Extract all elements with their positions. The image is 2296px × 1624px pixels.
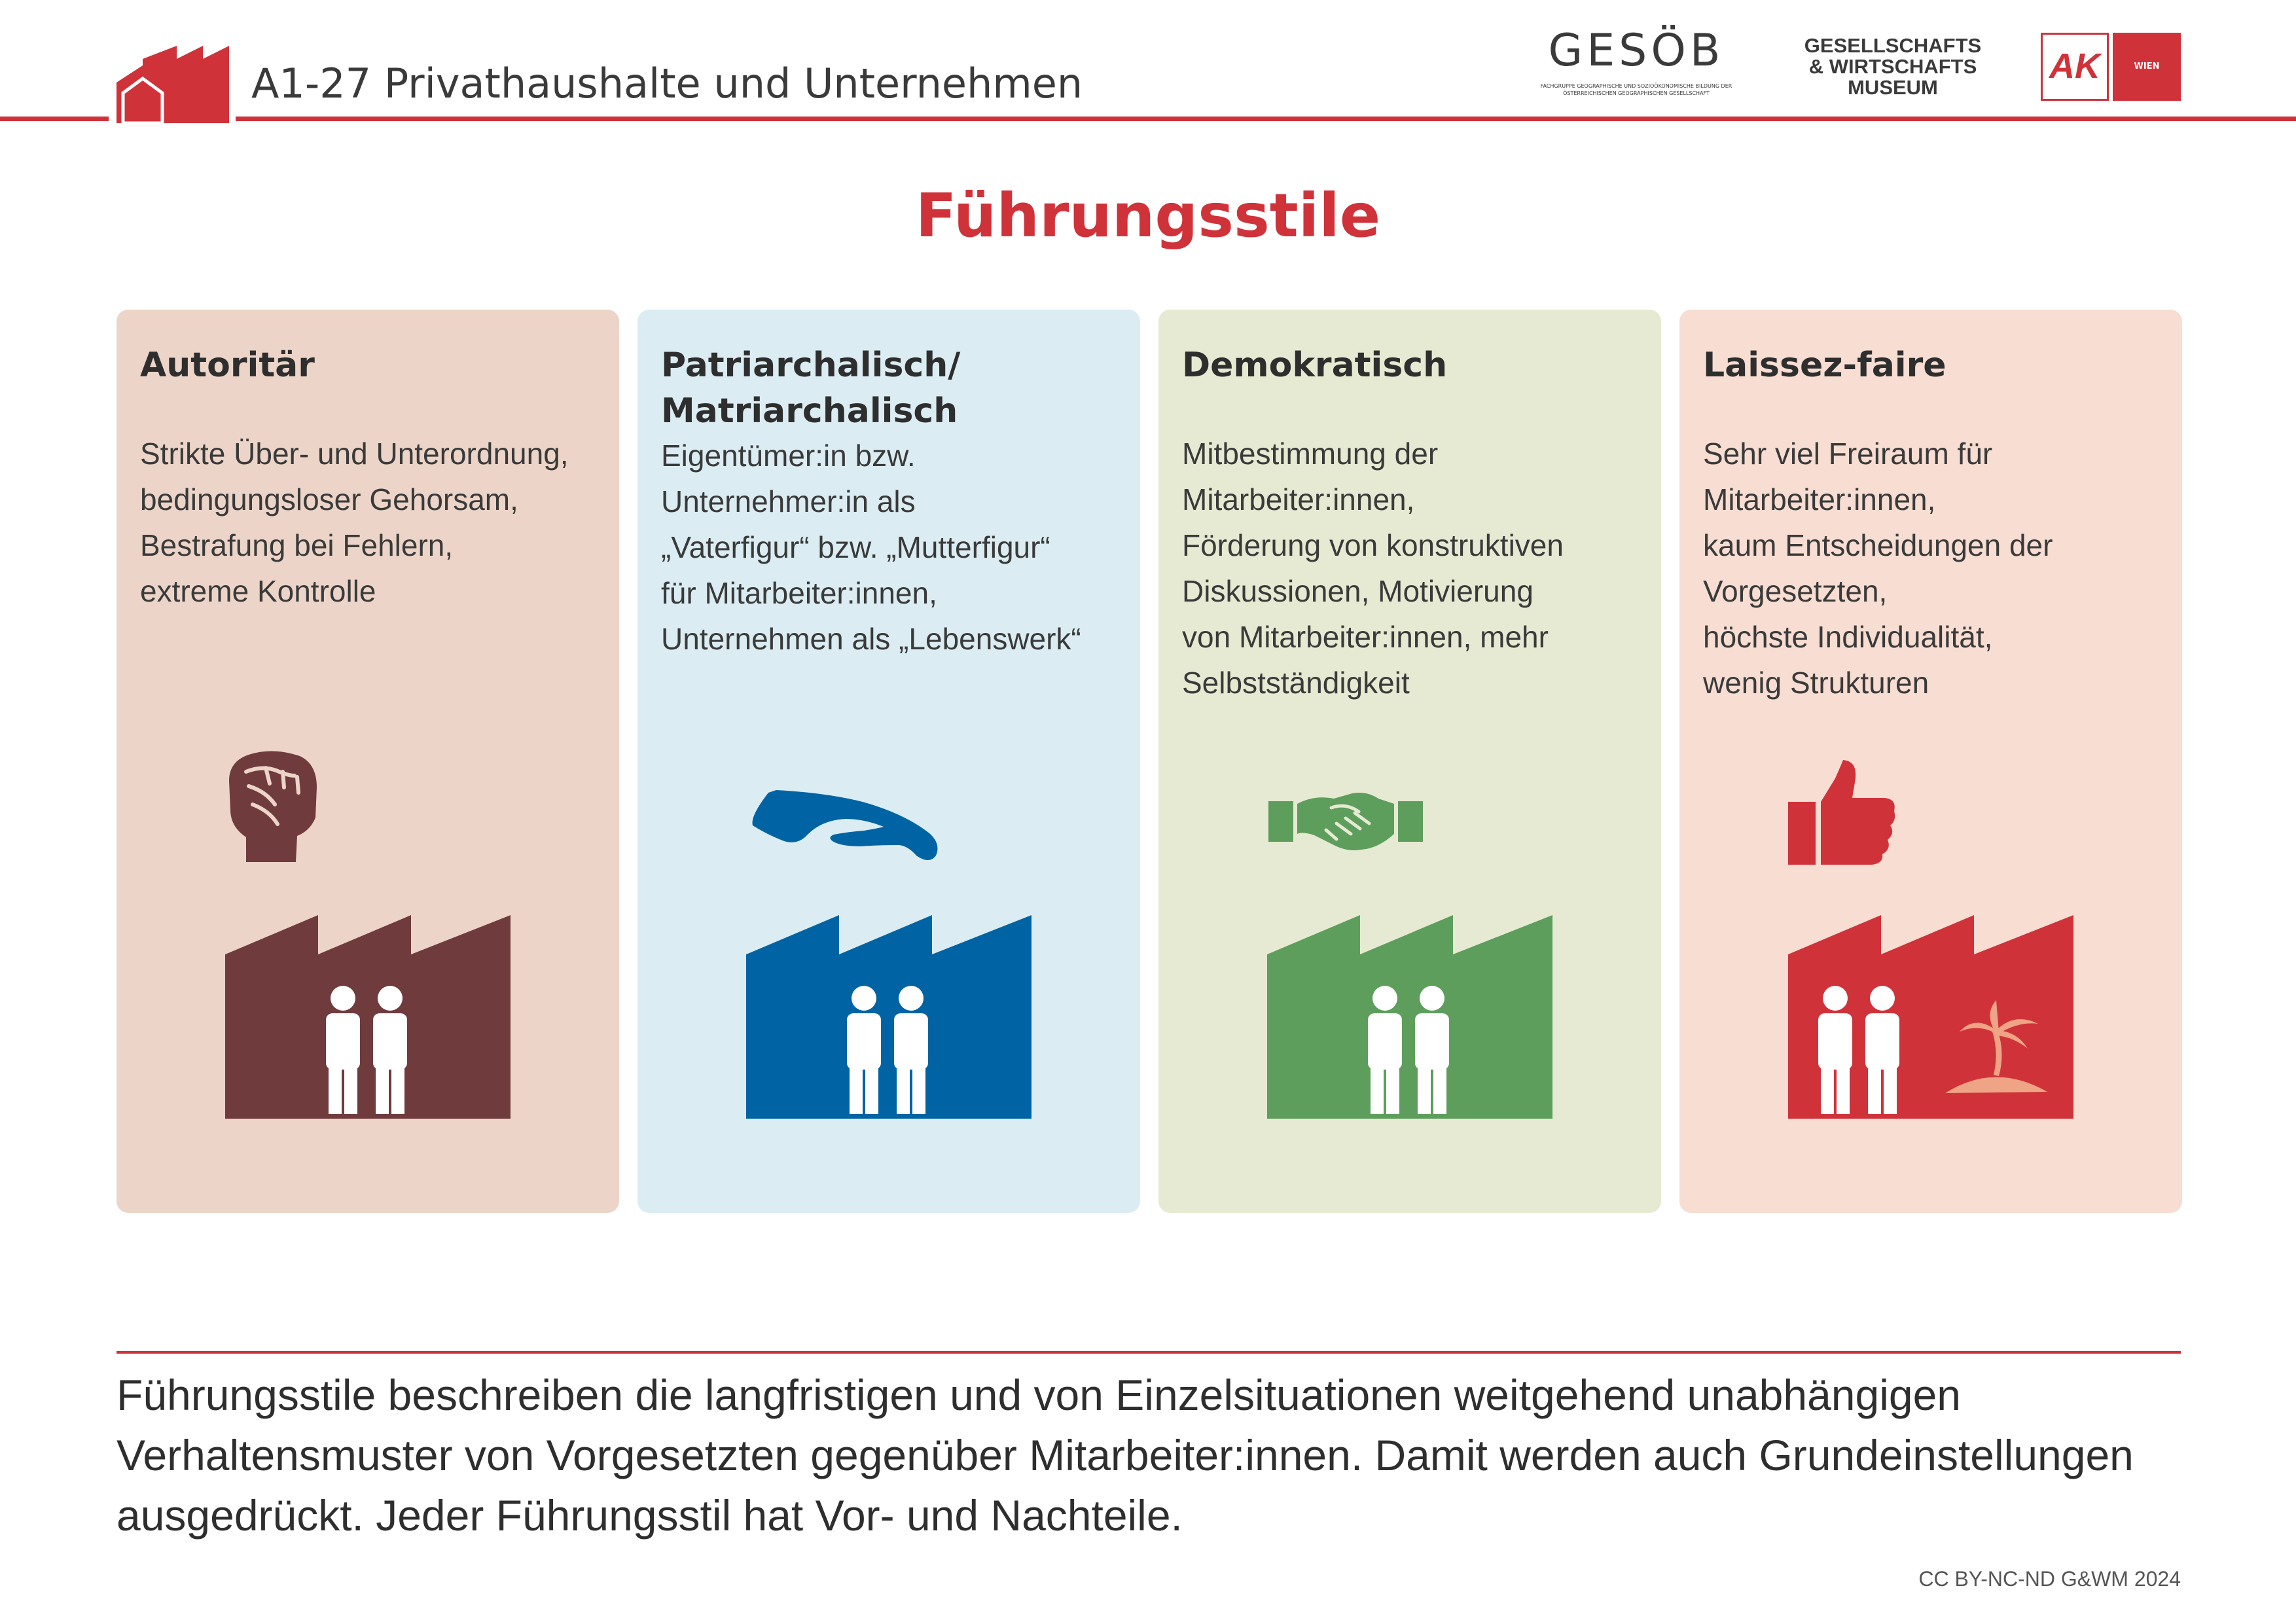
museum-logo [1782,35,2004,98]
house-factory-logo-icon [117,46,229,123]
card-patriarchalisch [637,310,1140,1213]
card-demokratisch [1158,310,1661,1213]
header-rule-left [0,117,109,121]
gesoeb-logo-subtitle: FACHGRUPPE GEOGRAPHISCHE UND SOZIOÖKONOMISCHE BILDUNG DER ÖSTERREICHISCHEN GEOGRAPHISCHEN GESELLSCHAFT [1540,83,1732,96]
header-title: A1-27 Privathaushalte und Unternehmen [251,60,1083,107]
description-rule [117,1351,2181,1354]
ak-wien-logo [2041,33,2181,101]
card-autoritaer [117,310,619,1213]
factory-icon [746,915,1031,1119]
description-text: Führungsstile beschreiben die langfristigen und von Einzelsituationen weitgehend unabhängigen Verhaltensmuster von Vorgesetzten gegenüber Mitarbeiter:innen. Damit werden auch Grundeinstellungen ausgedrückt. Jeder Führungsstil hat Vor- und Nachteile. [117,1371,2134,1540]
license-text: CC BY-NC-ND G&WM 2024 [1918,1567,2181,1591]
protecting-hand-icon [749,787,940,865]
factory-icon [1267,915,1552,1119]
ak-logo-mark: AK [2041,33,2109,101]
page-title: Führungsstile [915,181,1381,251]
ak-logo-city: WIEN [2113,33,2181,101]
card-title: Patriarchalisch/ Matriarchalisch [661,346,961,431]
card-laissez-faire [1679,310,2182,1213]
card-text: Strikte Über- und Unterordnung, bedingungsloser Gehorsam, Bestrafung bei Fehlern, extreme Kontrolle [140,437,569,608]
card-text: Mitbestimmung der Mitarbeiter:innen, Förderung von konstruktiven Diskussionen, Motivierung von Mitarbeiter:innen, mehr Selbstständigkeit [1182,437,1564,700]
card-text: Sehr viel Freiraum für Mitarbeiter:innen, kaum Entscheidungen der Vorgesetzten, höchste Individualität, wenig Strukturen [1703,437,2053,700]
fist-icon [226,749,318,862]
card-text: Eigentümer:in bzw. Unternehmer:in als „Vaterfigur“ bzw. „Mutterfigur“ für Mitarbeiter:innen, Unternehmen als „Lebenswerk“ [661,439,1081,656]
header-rule-right [236,117,2296,121]
gesoeb-logo [1528,22,1744,105]
card-title: Demokratisch [1182,346,1448,385]
card-title: Laissez-faire [1703,346,1946,385]
museum-logo-line: & WIRTSCHAFTS [1808,55,1977,78]
gesoeb-logo-name: GESÖB [1548,25,1725,77]
factory-icon [225,915,511,1119]
museum-logo-line: MUSEUM [1848,76,1938,99]
factory-icon [1788,915,2073,1119]
thumbs-up-icon [1788,760,1897,865]
handshake-icon [1268,784,1423,852]
museum-logo-line: GESELLSCHAFTS [1804,34,1982,57]
card-title: Autoritär [140,346,315,385]
